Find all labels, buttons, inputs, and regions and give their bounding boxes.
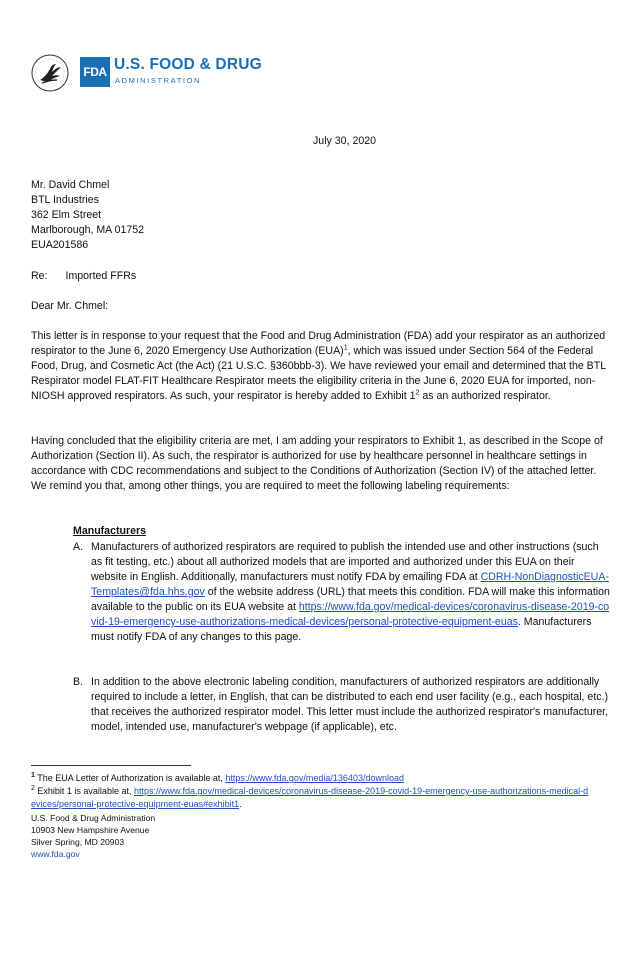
item-text: Manufacturers of authorized respirators are required to publish the intended use and other instructions (such as fit testing, etc.) about all authorized models that are imported and authorized under this EUA on their website in English. Additionally, manufacturers must notify FDA by emailing FDA at bbox=[91, 541, 599, 583]
exhibit1-link[interactable]: https://www.fda.gov/medical-devices/coronavirus-disease-2019-covid-19-emergency-use-authorizations-medical-devices/personal-protective-equipment-euas#exhibit1 bbox=[31, 786, 589, 809]
footer-street: 10903 New Hampshire Avenue bbox=[31, 825, 150, 835]
fda-badge-text: FDA bbox=[83, 65, 107, 79]
footnote-divider bbox=[31, 765, 191, 766]
list-marker-a: A. bbox=[73, 541, 84, 553]
fda-logo bbox=[30, 52, 262, 94]
paragraph-text: , which was issued under Section 564 of the Federal Food, Drug, and Cosmetic Act (the Act) (21 U.S.C. §360bbb-3). We have reviewed your email and determined that the BTL Respirator model FLAT-FIT Healthcare Respirator meets the eligibility criteria in the June 6, 2020 EUA for imported, non-NIOSH approved respirators. As such, your respirator is hereby added to Exhibit 1 bbox=[31, 345, 606, 402]
list-item-a bbox=[91, 540, 612, 645]
list-item-b: In addition to the above electronic labeling condition, manufacturers of authorized respirators are additionally required to include a letter, in English, that can be distributed to each end user facility (e.g., each hospital, etc.) that receives the authorized respirator model. This letter must include the authorized respirator's manufacturer, model, intended use, manufacturer's webpage (if applicable), etc. bbox=[91, 676, 609, 733]
address-line: 362 Elm Street bbox=[31, 209, 102, 221]
footer-org: U.S. Food & Drug Administration bbox=[31, 813, 156, 823]
paragraph-text: This letter is in response to your request that the Food and Drug Administration (FDA) add your respirator as an authorized respirator to the June 6, 2020 Emergency Use Authorization (EUA) bbox=[31, 330, 606, 357]
footnote-number: 1 bbox=[31, 772, 35, 779]
section-heading-manufacturers: Manufacturers bbox=[73, 525, 146, 537]
footnote-text: Exhibit 1 is available at, bbox=[34, 786, 134, 796]
footer-city: Silver Spring, MD 20903 bbox=[31, 837, 125, 847]
fda-administration-label: ADMINISTRATION bbox=[115, 76, 202, 85]
email-link[interactable]: CDRH-NonDiagnosticEUA-Templates@fda.hhs.gov bbox=[91, 571, 609, 598]
footnote-1 bbox=[31, 772, 404, 785]
salutation: Dear Mr. Chmel: bbox=[31, 300, 109, 312]
footer-website-link[interactable]: www.fda.gov bbox=[31, 849, 80, 859]
footnote-number: 2 bbox=[31, 785, 35, 792]
paragraph-text: as an authorized respirator. bbox=[419, 390, 551, 402]
footnote-ref-1[interactable]: 1 bbox=[343, 344, 348, 352]
letter-date: July 30, 2020 bbox=[313, 135, 377, 147]
fda-badge bbox=[80, 57, 110, 87]
body-paragraph-1 bbox=[31, 329, 612, 404]
list-marker-b: B. bbox=[73, 676, 84, 688]
body-paragraph-2: Having concluded that the eligibility criteria are met, I am adding your respirators to Exhibit 1, as described in the Scope of Authorization (Section II). As such, the respirator is authorized for use by healthcare personnel in healthcare settings in accordance with CDC recommendations and subject to the Conditions of Authorization (Section IV) of the attached letter. We remind you that, among other things, you are required to meet the following labeling requirements: bbox=[31, 435, 603, 492]
address-line: BTL Industries bbox=[31, 194, 99, 206]
item-text: . Manufacturers must notify FDA of any changes to this page. bbox=[91, 616, 592, 643]
subject-line bbox=[31, 269, 136, 284]
hhs-eagle-seal-icon bbox=[30, 53, 70, 93]
eua-letter-link[interactable]: https://www.fda.gov/media/136403/download bbox=[225, 773, 404, 783]
address-line: Marlborough, MA 01752 bbox=[31, 224, 145, 236]
eua-website-link[interactable]: https://www.fda.gov/medical-devices/coronavirus-disease-2019-covid-19-emergency-use-authorizations-medical-devices/personal-protective-equipment-euas bbox=[91, 601, 610, 628]
footnote-2 bbox=[31, 785, 591, 811]
address-line: EUA201586 bbox=[31, 239, 89, 251]
subject-text: Imported FFRs bbox=[65, 270, 137, 282]
subject-label: Re: bbox=[31, 270, 48, 282]
recipient-address bbox=[31, 178, 144, 253]
footnote-ref-2[interactable]: 2 bbox=[415, 389, 420, 397]
footnote-text: The EUA Letter of Authorization is available at, bbox=[34, 773, 226, 783]
address-line: Mr. David Chmel bbox=[31, 179, 110, 191]
fda-wordmark: U.S. FOOD & DRUG bbox=[114, 56, 262, 73]
item-text: of the website address (URL) that meets this condition. FDA will make this information available to the public on its EUA website at bbox=[91, 586, 610, 613]
footnote-text: . bbox=[239, 799, 242, 809]
